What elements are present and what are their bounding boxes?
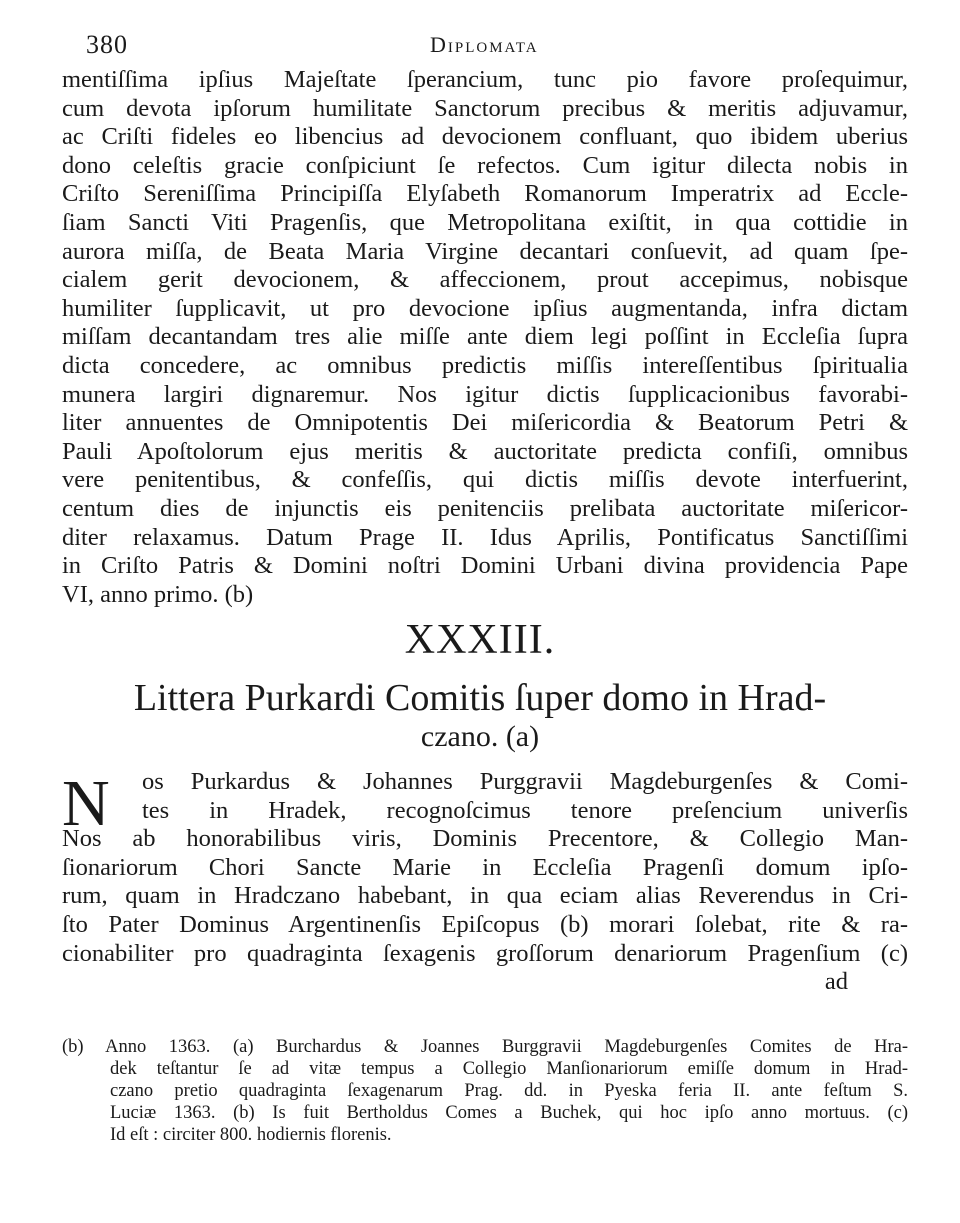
body-line: liter annuentes de Omnipotentis Dei miſericordia & Beatorum Petri &: [62, 409, 908, 437]
footnote-line: Id eſt : circiter 800. hodiernis florenis.: [110, 1125, 392, 1145]
document-line: Nos ab honorabilibus viris, Dominis Precentore, & Collegio Man-: [62, 825, 908, 853]
page-number: 380: [86, 30, 128, 59]
footnote-line: czano pretio quadraginta ſexagenarum Prag. dd. in Pyeska feria II. ante feſtum S.: [110, 1081, 908, 1101]
body-line: in Criſto Patris & Domini noſtri Domini Urbani divina providencia Pape: [62, 552, 908, 580]
body-line: Criſto Sereniſſima Principiſſa Elyſabeth Romanorum Imperatrix ad Eccle-: [62, 180, 908, 208]
body-line: humiliter ſupplicavit, ut pro devocione ipſius augmentanda, infra dictam: [62, 294, 908, 322]
document-number: XXXIII.: [404, 617, 556, 663]
document-title-line: czano. (a): [420, 720, 540, 753]
running-head: Diplomata: [430, 32, 539, 57]
body-line: ac Criſti fideles eo libencius ad devocionem confluant, quo ibidem uberius: [62, 123, 908, 151]
body-line: munera largiri dignaremur. Nos igitur dictis ſupplicacionibus favorabi-: [62, 380, 908, 408]
document-line: rum, quam in Hradczano habebant, in qua eciam alias Reverendus in Cri-: [62, 882, 908, 910]
body-line: mentiſſima ipſius Majeſtate ſperancium, tunc pio favore proſequimur,: [62, 66, 908, 93]
drop-cap: N: [62, 767, 110, 840]
body-line: cum devota ipſorum humilitate Sanctorum precibus & meritis adjuvamur,: [62, 94, 908, 122]
body-line: vere penitentibus, & confeſſis, qui dictis miſſis devote interfuerint,: [62, 466, 908, 494]
body-line: centum dies de injunctis eis penitenciis prelibata auctoritate miſericor-: [62, 494, 908, 522]
body-line: dicta concedere, ac omnibus predictis miſſis intereſſentibus ſpiritualia: [62, 351, 908, 379]
footnote-line: (b) Anno 1363. (a) Burchardus & Joannes Burggravii Magdeburgenſes Comites de Hra-: [62, 1037, 908, 1057]
footnotes: [62, 1036, 908, 1146]
body-line: VI, anno primo. (b): [62, 580, 254, 608]
document-title-line: Littera Purkardi Comitis ſuper domo in Hrad-: [133, 677, 827, 719]
body-line: aurora miſſa, de Beata Maria Virgine decantari conſuevit, ad quam ſpe-: [62, 237, 908, 265]
document-title: [60, 676, 900, 754]
document-line: cionabiliter pro quadraginta ſexagenis groſſorum denariorum Pragenſium (c): [62, 939, 908, 967]
document-line: tes in Hradek, recognoſcimus tenore preſencium univerſis: [142, 796, 908, 824]
document-line: ſto Pater Dominus Argentinenſis Epiſcopus (b) morari ſolebat, rite & ra-: [62, 910, 908, 938]
document-line: ſionariorum Chori Sancte Marie in Eccleſia Pragenſi domum ipſo-: [62, 853, 908, 881]
catchword: ad: [824, 968, 848, 996]
body-line: cialem gerit devocionem, & affeccionem, prout accepimus, nobisque: [62, 266, 908, 294]
body-line: ſiam Sancti Viti Pragenſis, que Metropolitana exiſtit, in qua cottidie in: [62, 208, 908, 236]
document-line: os Purkardus & Johannes Purggravii Magdeburgenſes & Comi-: [142, 768, 908, 795]
body-line: Pauli Apoſtolorum ejus meritis & auctoritate predicta confiſi, omnibus: [62, 437, 908, 465]
page-header: [0, 26, 960, 60]
body-line: miſſam decantandam tres alie miſſe ante diem legi poſſint in Eccleſia ſupra: [62, 323, 908, 351]
body-line: dono celeſtis gracie conſpiciunt ſe refectos. Cum igitur dilecta nobis in: [62, 151, 908, 179]
footnote-line: Luciæ 1363. (b) Is fuit Bertholdus Comes a Buchek, qui hoc ipſo anno mortuus. (c): [110, 1103, 908, 1123]
footnote-line: dek teſtantur ſe ad vitæ tempus a Collegio Manſionariorum emiſſe domum in Hrad-: [110, 1059, 908, 1079]
body-text: [62, 66, 908, 609]
body-line: diter relaxamus. Datum Prage II. Idus Aprilis, Pontificatus Sanctiſſimi: [62, 523, 908, 551]
document-text: [62, 768, 908, 997]
